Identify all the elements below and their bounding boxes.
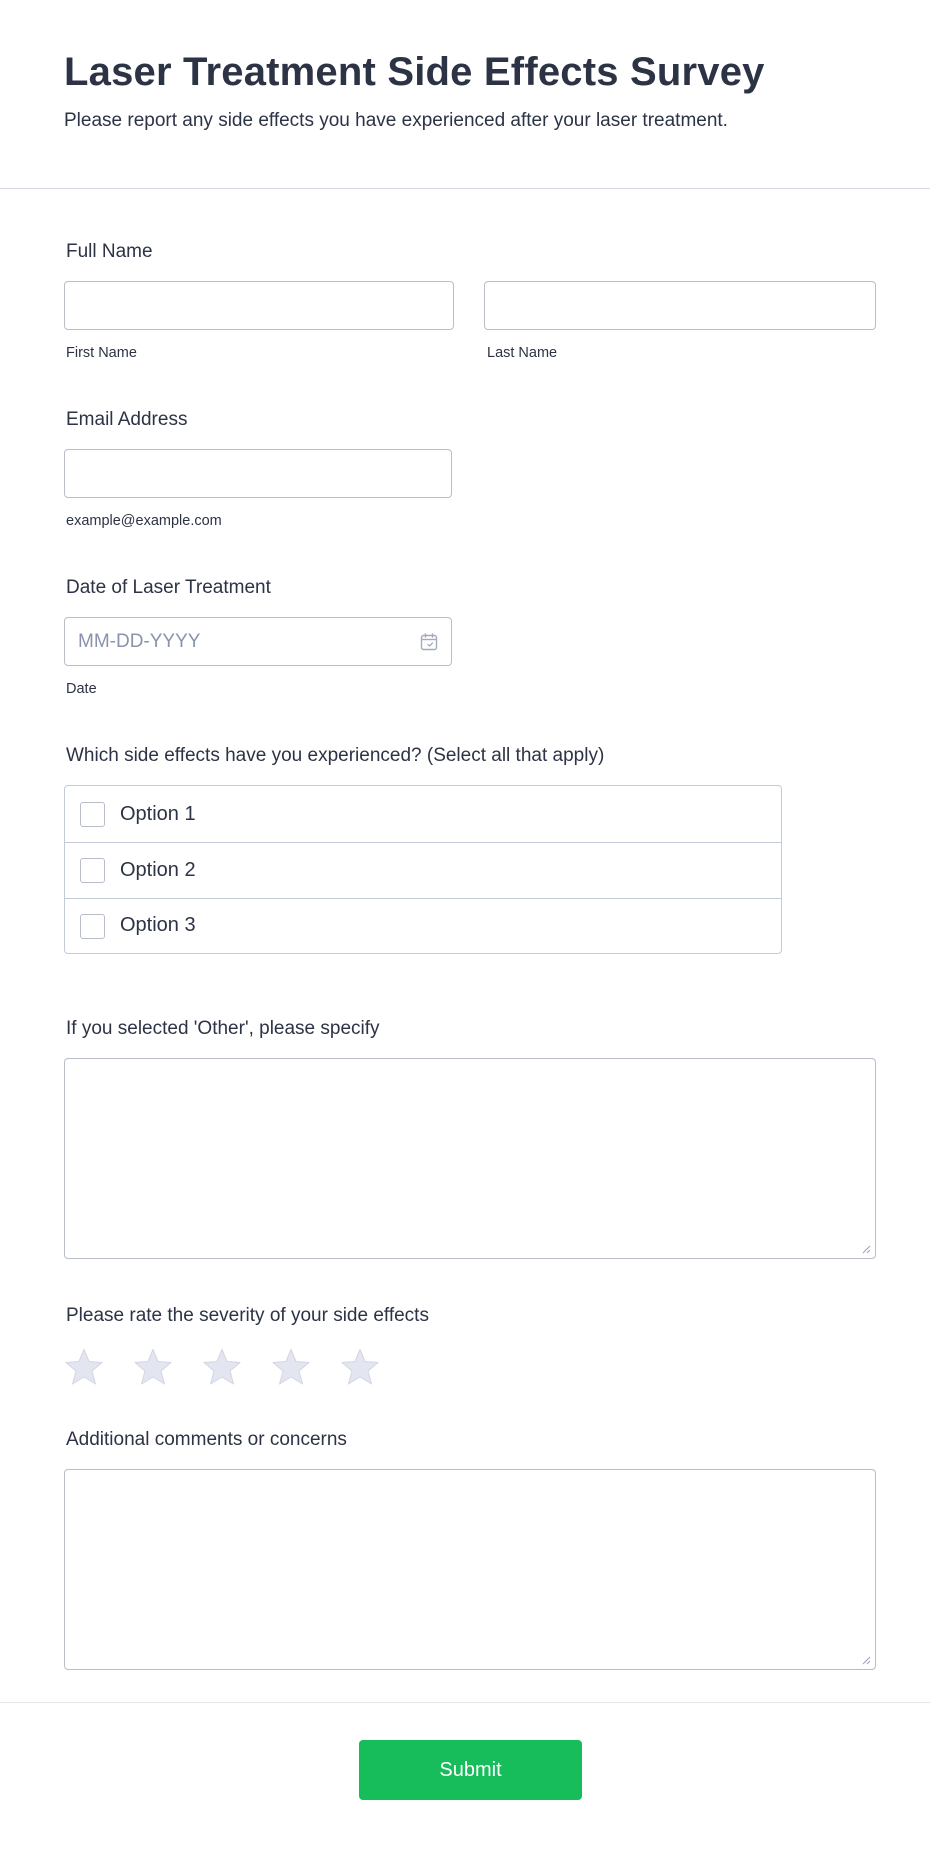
severity-star-rating <box>64 1347 394 1387</box>
form-footer <box>0 1702 930 1849</box>
first-name-input[interactable] <box>64 281 454 330</box>
form-header <box>0 0 930 189</box>
resize-handle-icon[interactable] <box>861 1244 871 1254</box>
resize-handle-icon[interactable] <box>861 1655 871 1665</box>
email-label: Email Address <box>66 409 188 430</box>
email-sublabel: example@example.com <box>66 513 222 529</box>
option-2-label[interactable]: Option 2 <box>120 859 196 881</box>
comments-label: Additional comments or concerns <box>66 1429 347 1450</box>
last-name-input[interactable] <box>484 281 876 330</box>
option-row[interactable] <box>65 843 781 899</box>
option-1-checkbox[interactable] <box>80 802 105 827</box>
comments-textarea[interactable] <box>64 1469 876 1670</box>
date-placeholder: MM-DD-YYYY <box>78 631 201 652</box>
star-icon[interactable] <box>64 1347 104 1387</box>
last-name-sublabel: Last Name <box>487 345 558 361</box>
submit-button[interactable]: Submit <box>359 1740 582 1800</box>
form-title: Laser Treatment Side Effects Survey <box>64 50 765 94</box>
star-icon[interactable] <box>202 1347 242 1387</box>
treatment-date-label: Date of Laser Treatment <box>66 577 271 598</box>
option-3-label[interactable]: Option 3 <box>120 914 196 936</box>
star-icon[interactable] <box>271 1347 311 1387</box>
side-effects-options <box>64 785 782 954</box>
option-row[interactable] <box>65 786 781 843</box>
full-name-label: Full Name <box>66 241 153 262</box>
other-specify-textarea[interactable] <box>64 1058 876 1259</box>
date-sublabel: Date <box>66 681 97 697</box>
star-icon[interactable] <box>340 1347 380 1387</box>
option-3-checkbox[interactable] <box>80 914 105 939</box>
option-row[interactable] <box>65 899 781 954</box>
star-icon[interactable] <box>133 1347 173 1387</box>
calendar-icon[interactable] <box>419 632 439 652</box>
email-input[interactable] <box>64 449 452 498</box>
severity-label: Please rate the severity of your side effects <box>66 1305 429 1326</box>
treatment-date-input[interactable] <box>64 617 452 666</box>
side-effects-label: Which side effects have you experienced? (Select all that apply) <box>66 745 605 766</box>
option-1-label[interactable]: Option 1 <box>120 803 196 825</box>
option-2-checkbox[interactable] <box>80 858 105 883</box>
first-name-sublabel: First Name <box>66 345 137 361</box>
other-specify-label: If you selected 'Other', please specify <box>66 1018 380 1039</box>
form-subtitle: Please report any side effects you have experienced after your laser treatment. <box>64 110 728 131</box>
